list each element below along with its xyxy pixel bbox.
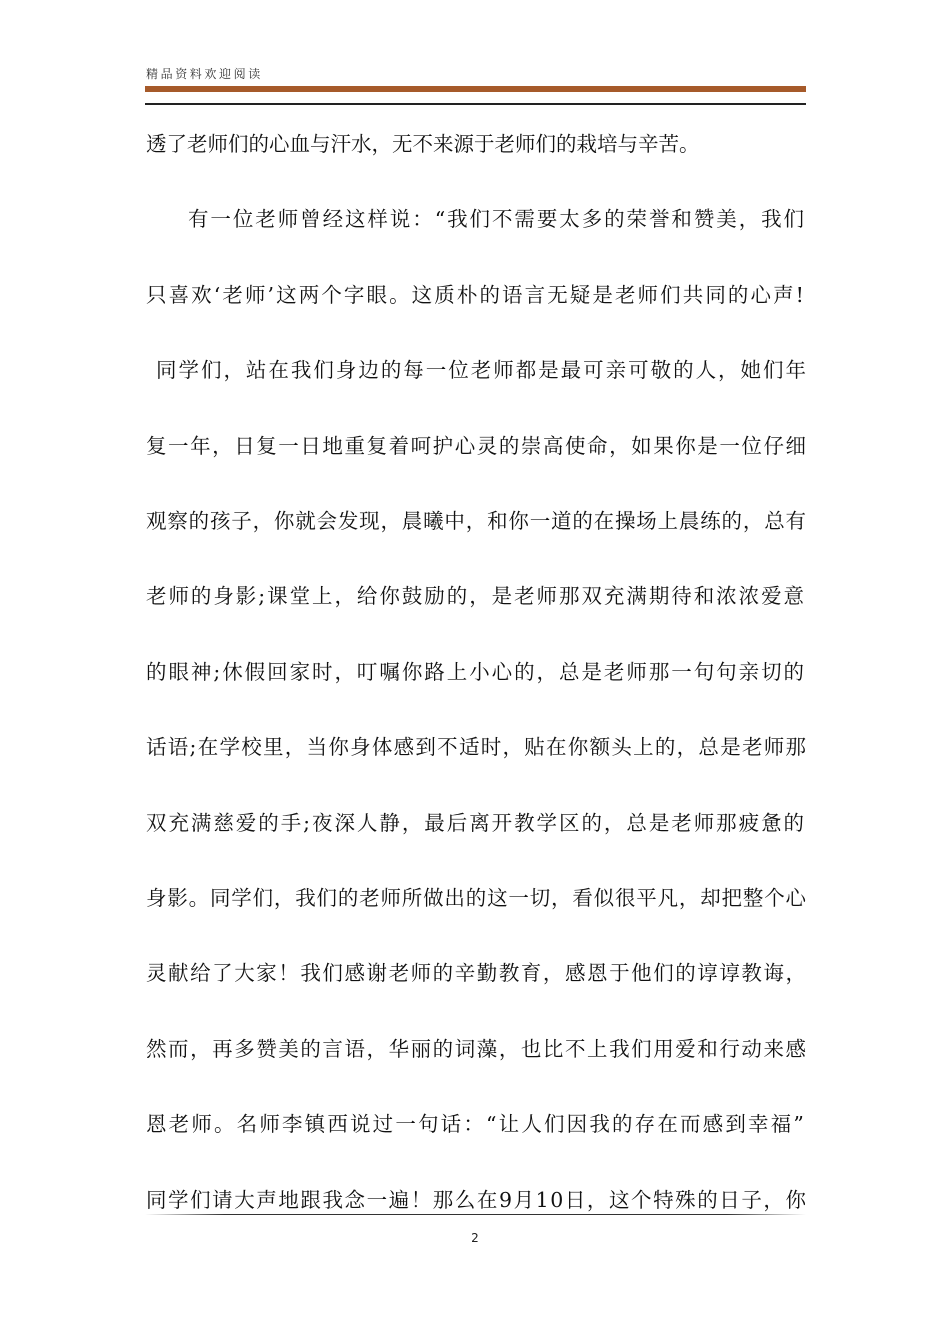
header-rule-thick: [145, 86, 806, 92]
page-number: 2: [471, 1231, 479, 1245]
body-line: 有一位老师曾经这样说：“我们不需要太多的荣誉和赞美，我们: [188, 207, 806, 232]
body-line: 然而，再多赞美的言语，华丽的词藻，也比不上我们用爱和行动来感: [146, 1036, 808, 1061]
body-line: 复一年，日复一日地重复着呵护心灵的崇高使命，如果你是一位仔细: [146, 433, 808, 458]
body-line: 灵献给了大家！我们感谢老师的辛勤教育，感恩于他们的谆谆教诲，: [146, 961, 808, 986]
header-label: 精品资料欢迎阅读: [146, 67, 263, 81]
body-line: 只喜欢‘老师’这两个字眼。这质朴的语言无疑是老师们共同的心声!: [146, 282, 806, 307]
header-rule-thin: [145, 103, 806, 105]
body-line: 的眼神;休假回家时，叮嘱你路上小心的，总是老师那一句句亲切的: [146, 659, 806, 684]
body-line: 老师的身影;课堂上，给你鼓励的，是老师那双充满期待和浓浓爱意: [146, 584, 806, 609]
body-line: 观察的孩子，你就会发现，晨曦中，和你一道的在操场上晨练的，总有: [146, 509, 807, 533]
body-line: 双充满慈爱的手;夜深人静，最后离开教学区的，总是老师那疲惫的: [146, 810, 806, 835]
footer-rule: [145, 1214, 806, 1215]
body-line: 话语;在学校里，当你身体感到不适时，贴在你额头上的，总是老师那: [146, 735, 808, 760]
body-line: 身影。同学们，我们的老师所做出的这一切，看似很平凡，却把整个心: [146, 886, 807, 910]
body-line: 恩老师。名师李镇西说过一句话：“让人们因我的存在而感到幸福”: [146, 1112, 806, 1137]
body-line: 透了老师们的心血与汗水，无不来源于老师们的栽培与辛苦。: [146, 132, 700, 156]
body-line: 同学们请大声地跟我念一遍！那么在9月10日，这个特殊的日子，你: [146, 1187, 808, 1212]
body-line: 同学们，站在我们身边的每一位老师都是最可亲可敬的人，她们年: [156, 358, 808, 383]
